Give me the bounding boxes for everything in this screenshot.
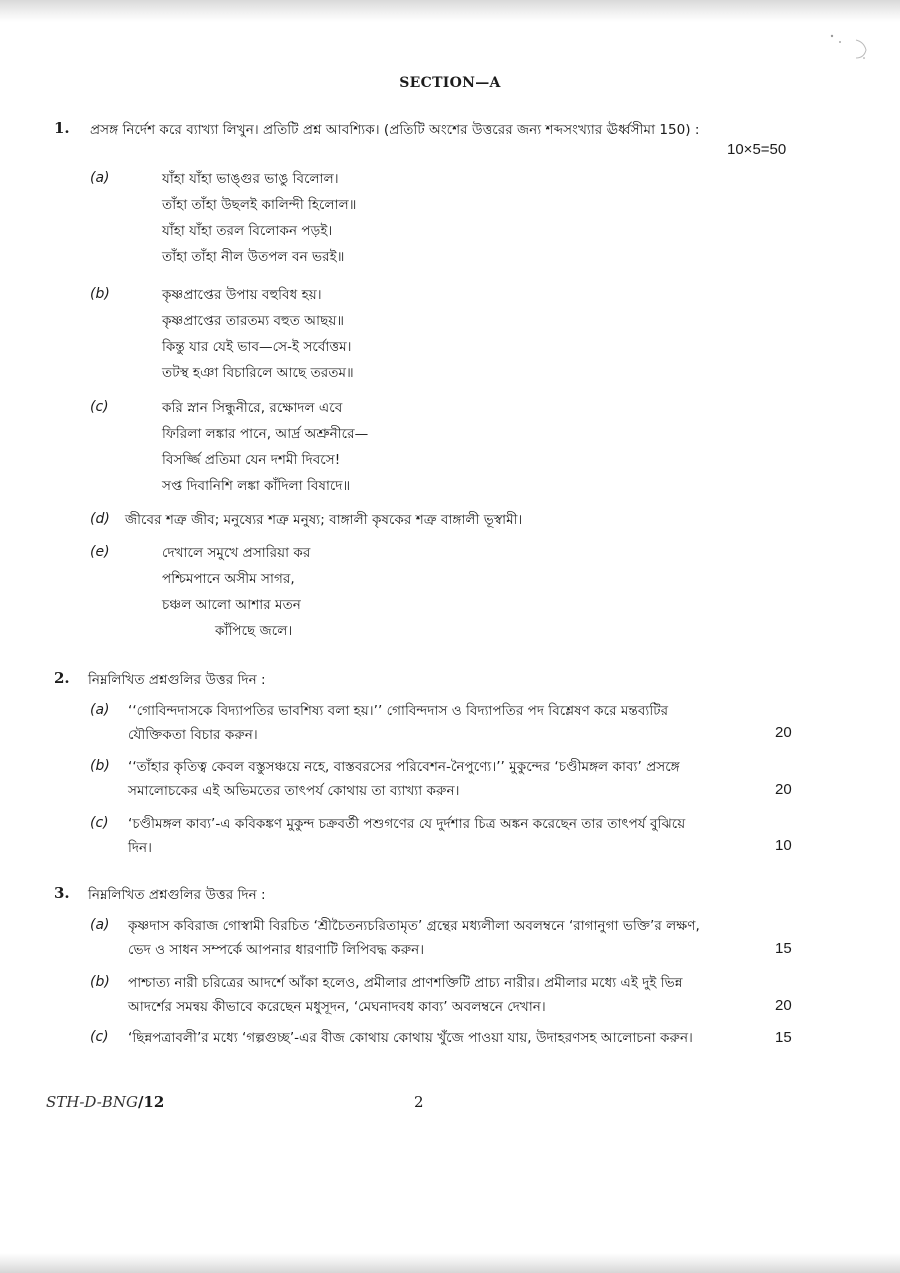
verse-line: পশ্চিমপানে অসীম সাগর,	[162, 571, 295, 587]
part-marks: 15	[775, 940, 792, 957]
question-marks: 10×5=50	[727, 141, 787, 158]
part-marks: 15	[775, 1029, 792, 1046]
prose-line: কৃষ্ণদাস কবিরাজ গোস্বামী বিরচিত ‘শ্রীচৈতন্যচরিতামৃত’ গ্রন্থের মধ্যলীলা অবলম্বনে ‘রাগানুগা ভক্তি’র লক্ষণ,	[128, 918, 700, 934]
prose-line: দিন।	[128, 840, 153, 856]
paper-code	[46, 1093, 164, 1111]
verse-line: কাঁপিছে জলে।	[215, 623, 293, 639]
paper-code-suffix: /12	[137, 1093, 165, 1111]
prose-line: ভেদ ও সাধন সম্পর্কে আপনার ধারণাটি লিপিবদ্ধ করুন।	[128, 942, 425, 958]
part-label: (b)	[90, 758, 110, 774]
prose-line: সমালোচকের এই অভিমতের তাৎপর্য কোথায় তা ব্যাখ্যা করুন।	[128, 783, 460, 799]
prose-line: ‘‘তাঁহার কৃতিত্ব কেবল বস্তুসঞ্চয়ে নহে, বাস্তবরসের পরিবেশন-নৈপুণ্যে।’’ মুকুন্দের ‘চণ্ডীমঙ্গল কাব্য’ প্রসঙ্গে	[128, 759, 680, 775]
verse-line: কিন্তু যার যেই ভাব—সে-ই সর্বোত্তম।	[162, 339, 352, 355]
scan-edge-top	[0, 0, 900, 22]
part-label: (a)	[90, 702, 110, 718]
verse-line: বিসর্জ্জি প্রতিমা যেন দশমী দিবসে!	[162, 452, 341, 468]
verse-line: তাঁহা তাঁহা নীল উতপল বন ভরই॥	[162, 249, 345, 265]
verse-line: যাঁহা যাঁহা তরল বিলোকন পড়ই।	[162, 223, 333, 239]
paper-code-text: STH-D-BNG	[46, 1093, 138, 1111]
part-marks: 20	[775, 724, 792, 741]
part-label: (c)	[90, 1029, 109, 1045]
part-label: (c)	[90, 815, 109, 831]
part-label: (c)	[90, 399, 109, 415]
part-marks: 10	[775, 837, 792, 854]
question-number: 1.	[54, 119, 70, 137]
part-marks: 20	[775, 781, 792, 798]
verse-line: সপ্ত দিবানিশি লঙ্কা কাঁদিলা বিষাদে॥	[162, 478, 351, 494]
part-label: (a)	[90, 170, 110, 186]
part-marks: 20	[775, 997, 792, 1014]
prose-line: ‘‘গোবিন্দদাসকে বিদ্যাপতির ভাবশিষ্য বলা হয়।’’ গোবিন্দদাস ও বিদ্যাপতির পদ বিশ্লেষণ করে মন্তব্যটির	[128, 703, 669, 719]
question-number: 2.	[54, 669, 70, 687]
verse-line: কৃষ্ণপ্রাপ্তের উপায় বহুবিধ হয়।	[162, 287, 322, 303]
prose-line: জীবের শত্রু জীব; মনুষ্যের শত্রু মনুষ্য; বাঙ্গালী কৃষকের শত্রু বাঙ্গালী ভূস্বামী।	[125, 512, 523, 528]
page-number: 2	[414, 1093, 424, 1111]
question-instruction: প্রসঙ্গ নির্দেশ করে ব্যাখ্যা লিখুন। প্রতিটি প্রশ্ন আবশ্যিক। (প্রতিটি অংশের উত্তরের জন্য শব্দসংখ্যার ঊর্ধ্বসীমা 150) :	[90, 122, 700, 138]
part-label: (b)	[90, 286, 110, 302]
part-label: (b)	[90, 974, 110, 990]
prose-line: পাশ্চাত্য নারী চরিত্রের আদর্শে আঁকা হলেও, প্রমীলার প্রাণশক্তিটি প্রাচ্য নারীর। প্রমীলার মধ্যে এই দুই ভিন্ন	[128, 975, 683, 991]
verse-line: তটস্থ হঞা বিচারিলে আছে তরতম॥	[162, 365, 354, 381]
section-title: SECTION—A	[399, 75, 501, 91]
verse-line: যাঁহা যাঁহা ভাঙ্গুর ভাঙু বিলোল।	[162, 171, 339, 187]
verse-line: চঞ্চল আলো আশার মতন	[162, 597, 301, 613]
prose-line: ‘ছিন্নপত্রাবলী’র মধ্যে ‘গল্পগুচ্ছ’-এর বীজ কোথায় কোথায় খুঁজে পাওয়া যায়, উদাহরণসহ আলোচনা করুন।	[128, 1030, 693, 1046]
scan-edge-bottom	[0, 1253, 900, 1273]
verse-line: তাঁহা তাঁহা উছলই কালিন্দী হিলোল॥	[162, 197, 357, 213]
question-instruction: নিম্নলিখিত প্রশ্নগুলির উত্তর দিন :	[88, 672, 266, 688]
prose-line: ‘চণ্ডীমঙ্গল কাব্য’-এ কবিকঙ্কণ মুকুন্দ চক্রবর্তী পশুগণের যে দুর্দশার চিত্র অঙ্কন করেছেন তার তাৎপর্য বুঝিয়ে	[128, 816, 686, 832]
verse-line: ফিরিলা লঙ্কার পানে, আর্দ্র অশ্রুনীরে—	[162, 426, 369, 442]
part-label: (d)	[90, 511, 110, 527]
part-label: (e)	[90, 544, 110, 560]
scan-speck-mark	[826, 30, 874, 66]
verse-line: করি স্নান সিন্ধুনীরে, রক্ষোদল এবে	[162, 400, 343, 416]
question-number: 3.	[54, 884, 70, 902]
verse-line: দেখালে সমুখে প্রসারিয়া কর	[162, 545, 311, 561]
part-label: (a)	[90, 917, 110, 933]
prose-line: যৌক্তিকতা বিচার করুন।	[128, 727, 258, 743]
prose-line: আদর্শের সমন্বয় কীভাবে করেছেন মধুসূদন, ‘মেঘনাদবধ কাব্য’ অবলম্বনে দেখান।	[128, 999, 546, 1015]
verse-line: কৃষ্ণপ্রাপ্তের তারতম্য বহুত আছয়॥	[162, 313, 345, 329]
question-instruction: নিম্নলিখিত প্রশ্নগুলির উত্তর দিন :	[88, 887, 266, 903]
